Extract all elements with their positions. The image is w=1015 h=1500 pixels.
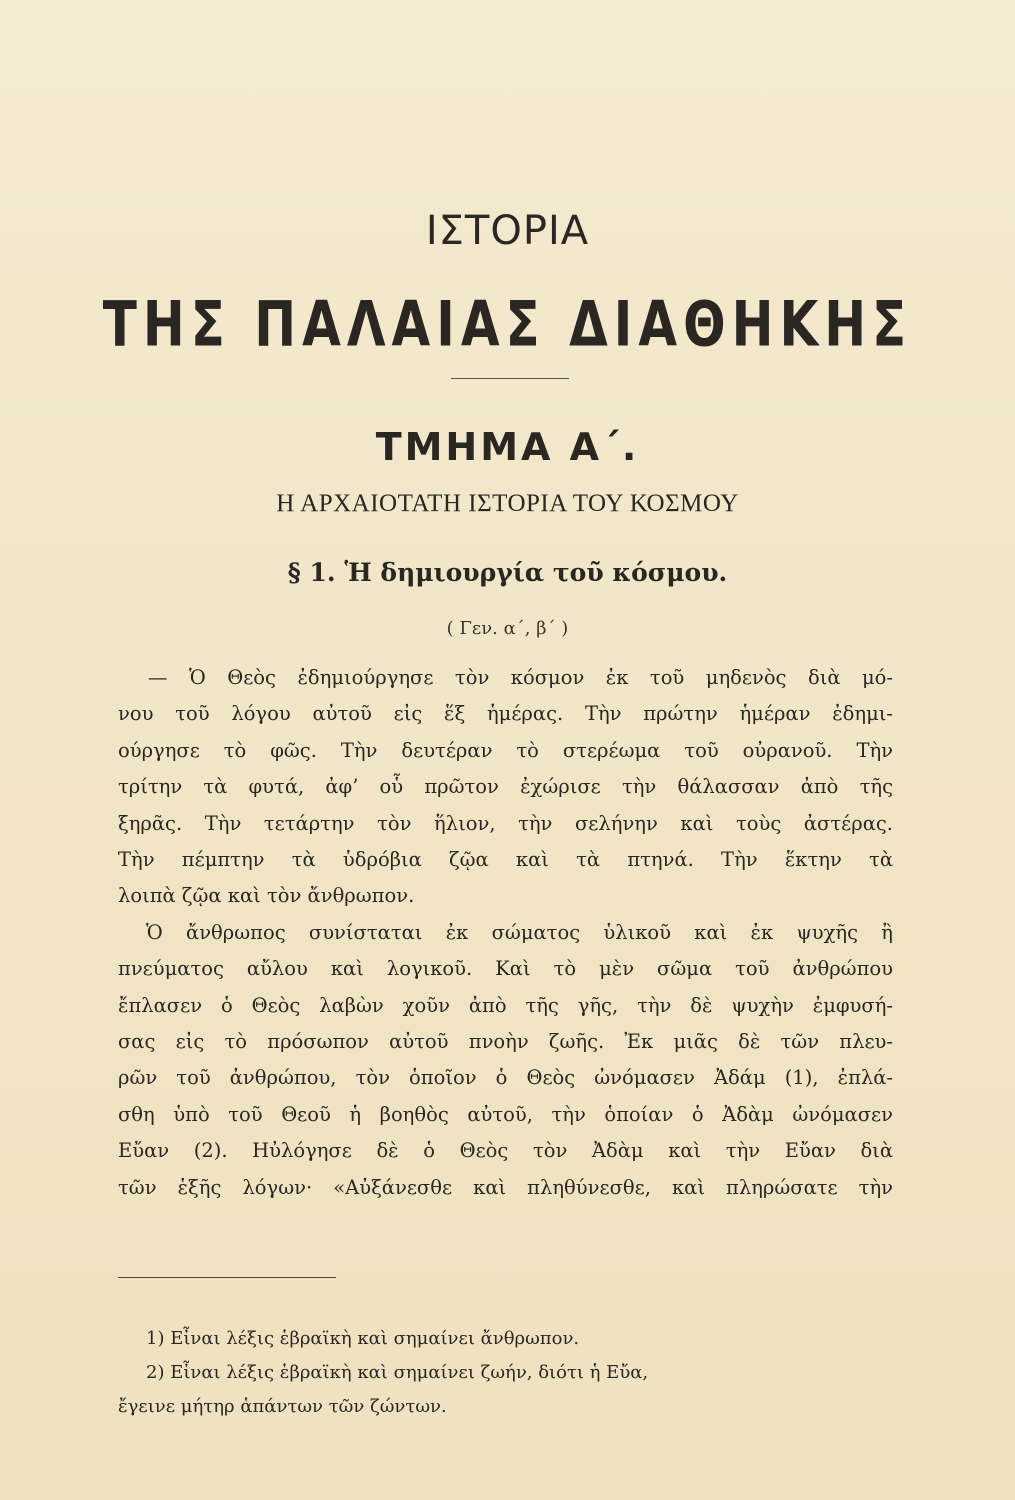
body-line: Εὔαν (2). Ηὐλόγησε δὲ ὁ Θεὸς τὸν Ἀδὰμ καὶ τὴν Εὔαν διὰ	[118, 1139, 893, 1163]
body-text	[118, 660, 893, 1206]
scripture-reference: ( Γεν. α΄, β΄ )	[446, 618, 569, 639]
paragraph-title: § 1. Ἡ δημιουργία τοῦ κόσμου.	[287, 558, 728, 587]
title-divider	[451, 378, 569, 379]
footnote-1: 1) Εἶναι λέξις ἑβραϊκὴ καὶ σημαίνει ἄνθρωπον.	[146, 1328, 580, 1349]
body-line: λοιπὰ ζῷα καὶ τὸν ἄνθρωπον.	[118, 884, 415, 908]
body-line: τῶν ἑξῆς λόγων· «Αὐξάνεσθε καὶ πληθύνεσθε, καὶ πληρώσατε τὴν	[118, 1175, 893, 1199]
body-line: ἔπλασεν ὁ Θεὸς λαβὼν χοῦν ἀπὸ τῆς γῆς, τὴν δὲ ψυχὴν ἐμφυσή-	[118, 993, 893, 1017]
title-line-2: ΤΗΣ ΠΑΛΑΙΑΣ ΔΙΑΘΗΚΗΣ	[102, 288, 913, 361]
body-line: σας εἰς τὸ πρόσωπον αὐτοῦ πνοὴν ζωῆς. Ἐκ μιᾶς δὲ τῶν πλευ-	[118, 1030, 893, 1054]
body-line: πνεύματος αὔλου καὶ λογικοῦ. Καὶ τὸ μὲν σῶμα τοῦ ἀνθρώπου	[118, 957, 893, 981]
body-line: ρῶν τοῦ ἀνθρώπου, τὸν ὁποῖον ὁ Θεὸς ὠνόμασεν Ἀδάμ (1), ἐπλά-	[118, 1066, 893, 1090]
body-line: — Ὁ Θεὸς ἐδημιούργησε τὸν κόσμον ἐκ τοῦ μηδενὸς διὰ μό-	[148, 666, 893, 689]
footnotes	[118, 1322, 893, 1424]
body-line: ούργησε τὸ φῶς. Τὴν δευτέραν τὸ στερέωμα τοῦ οὐρανοῦ. Τὴν	[118, 738, 893, 762]
footnote-2-continued: ἔγεινε μήτηρ ἁπάντων τῶν ζώντων.	[118, 1396, 447, 1417]
footnote-divider	[118, 1277, 336, 1278]
section-title: ΤΜΗΜΑ Α΄.	[375, 425, 640, 469]
body-line: ξηρᾶς. Τὴν τετάρτην τὸν ἥλιον, τὴν σελήνην καὶ τοὺς ἀστέρας.	[118, 811, 893, 835]
footnote-2: 2) Εἶναι λέξις ἑβραϊκὴ καὶ σημαίνει ζωήν, διότι ἡ Εὔα,	[146, 1362, 649, 1383]
body-line: Ὁ ἄνθρωπος συνίσταται ἐκ σώματος ὑλικοῦ καὶ ἐκ ψυχῆς ἢ	[146, 920, 893, 944]
body-line: νου τοῦ λόγου αὐτοῦ εἰς ἕξ ἡμέρας. Τὴν πρώτην ἡμέραν ἐδημι-	[118, 702, 893, 726]
body-line: Τὴν πέμπτην τὰ ὑδρόβια ζῷα καὶ τὰ πτηνά. Τὴν ἕκτην τὰ	[118, 848, 893, 872]
body-line: σθη ὑπὸ τοῦ Θεοῦ ἡ βοηθὸς αὐτοῦ, τὴν ὁποίαν ὁ Ἀδὰμ ὠνόμασεν	[118, 1102, 893, 1126]
body-line: τρίτην τὰ φυτά, ἀφ’ οὗ πρῶτον ἐχώρισε τὴν θάλασσαν ἀπὸ τῆς	[118, 775, 893, 799]
section-subtitle: Η ΑΡΧΑΙΟΤΑΤΗ ΙΣΤΟΡΙΑ ΤΟΥ ΚΟΣΜΟΥ	[276, 490, 739, 517]
title-line-1: ΙΣΤΟΡΙΑ	[425, 208, 590, 254]
